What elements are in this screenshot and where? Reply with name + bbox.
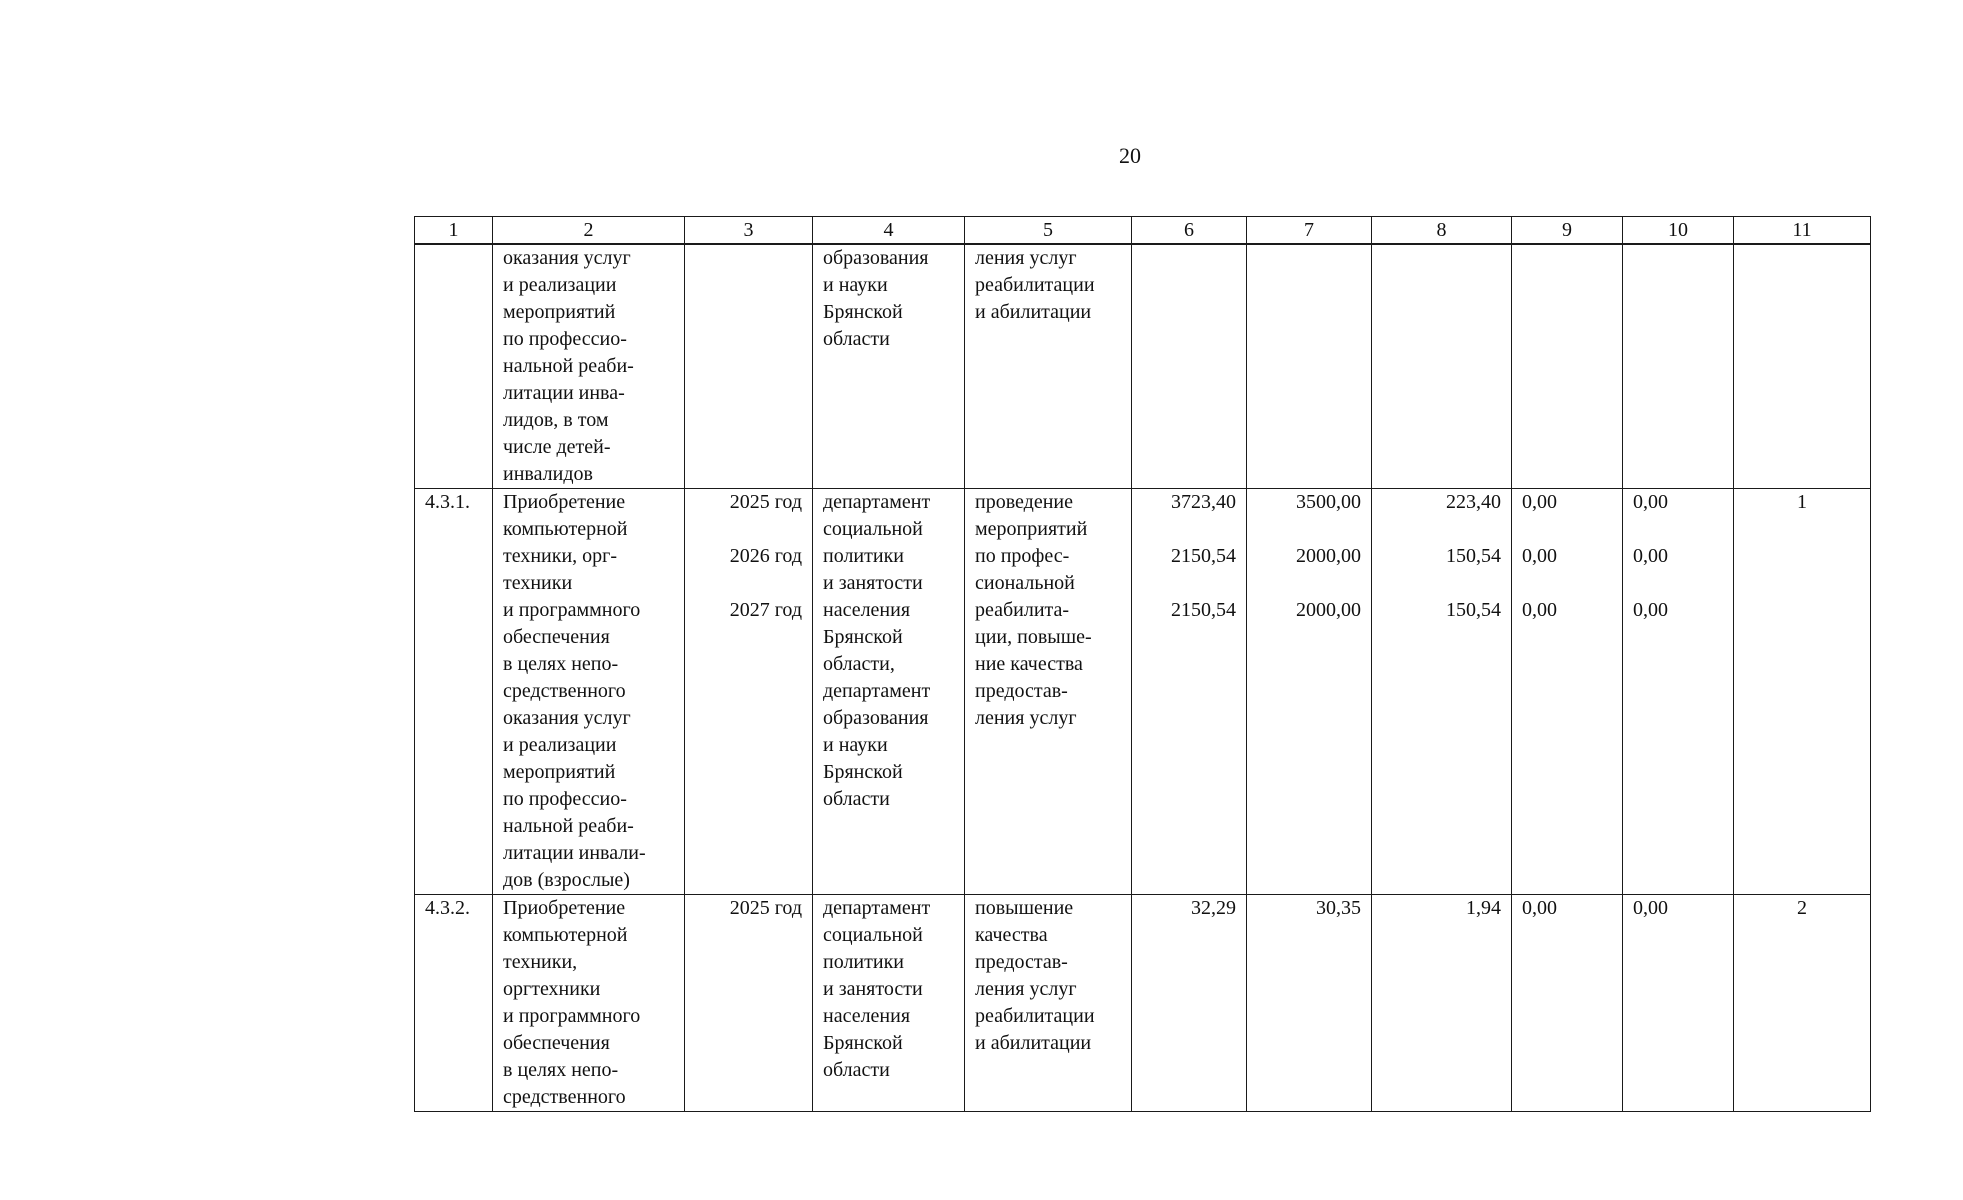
row-index-cell: 4.3.2. [415,895,493,1112]
amount-total-cell: 3723,40 2150,54 2150,54 [1132,489,1247,895]
amount-col10-cell: 0,00 [1623,895,1734,1112]
executor-cell: департамент социальной политики и занятости населения Брянской области, департамент образования и науки Брянской области [813,489,965,895]
program-activities-table [414,216,1871,1112]
amount-col8-cell: 1,94 [1372,895,1512,1112]
executor-cell: образования и науки Брянской области [813,244,965,489]
indicator-ref-cell: 1 [1734,489,1871,895]
executor-cell: департамент социальной политики и занятости населения Брянской области [813,895,965,1112]
amount-col7-cell: 3500,00 2000,00 2000,00 [1247,489,1372,895]
column-header-11: 11 [1734,217,1871,245]
activity-name-cell: Приобретение компьютерной техники, оргтехники и программного обеспечения в целях непо- средственного [493,895,685,1112]
table-row-4-3-1 [415,489,1871,895]
column-header-8: 8 [1372,217,1512,245]
activity-name-cell: оказания услуг и реализации мероприятий по профессио- нальной реаби- литации инва- лидов, в том числе детей- инвалидов [493,244,685,489]
column-header-1: 1 [415,217,493,245]
row-index-cell [415,244,493,489]
amount-col7-cell [1247,244,1372,489]
column-header-4: 4 [813,217,965,245]
amount-col8-cell: 223,40 150,54 150,54 [1372,489,1512,895]
column-header-10: 10 [1623,217,1734,245]
amount-col8-cell [1372,244,1512,489]
period-cell: 2025 год 2026 год 2027 год [685,489,813,895]
column-number-header-row [415,217,1871,245]
row-index-cell: 4.3.1. [415,489,493,895]
amount-col10-cell [1623,244,1734,489]
column-header-3: 3 [685,217,813,245]
period-cell: 2025 год [685,895,813,1112]
table-row-continuation [415,244,1871,489]
column-header-9: 9 [1512,217,1623,245]
result-cell: ления услуг реабилитации и абилитации [965,244,1132,489]
column-header-2: 2 [493,217,685,245]
column-header-6: 6 [1132,217,1247,245]
column-header-7: 7 [1247,217,1372,245]
amount-col9-cell [1512,244,1623,489]
page-number: 20 [1119,143,1141,168]
amount-total-cell [1132,244,1247,489]
result-cell: повышение качества предостав- ления услуг реабилитации и абилитации [965,895,1132,1112]
amount-total-cell: 32,29 [1132,895,1247,1112]
amount-col10-cell: 0,00 0,00 0,00 [1623,489,1734,895]
amount-col7-cell: 30,35 [1247,895,1372,1112]
indicator-ref-cell [1734,244,1871,489]
period-cell [685,244,813,489]
indicator-ref-cell: 2 [1734,895,1871,1112]
amount-col9-cell: 0,00 0,00 0,00 [1512,489,1623,895]
table-row-4-3-2 [415,895,1871,1112]
result-cell: проведение мероприятий по профес- сиональной реабилита- ции, повыше- ние качества предостав- ления услуг [965,489,1132,895]
activity-name-cell: Приобретение компьютерной техники, орг- техники и программного обеспечения в целях непо- средственного оказания услуг и реализации мероприятий по профессио- нальной реаби- литации инвали- дов (взрослые) [493,489,685,895]
amount-col9-cell: 0,00 [1512,895,1623,1112]
column-header-5: 5 [965,217,1132,245]
